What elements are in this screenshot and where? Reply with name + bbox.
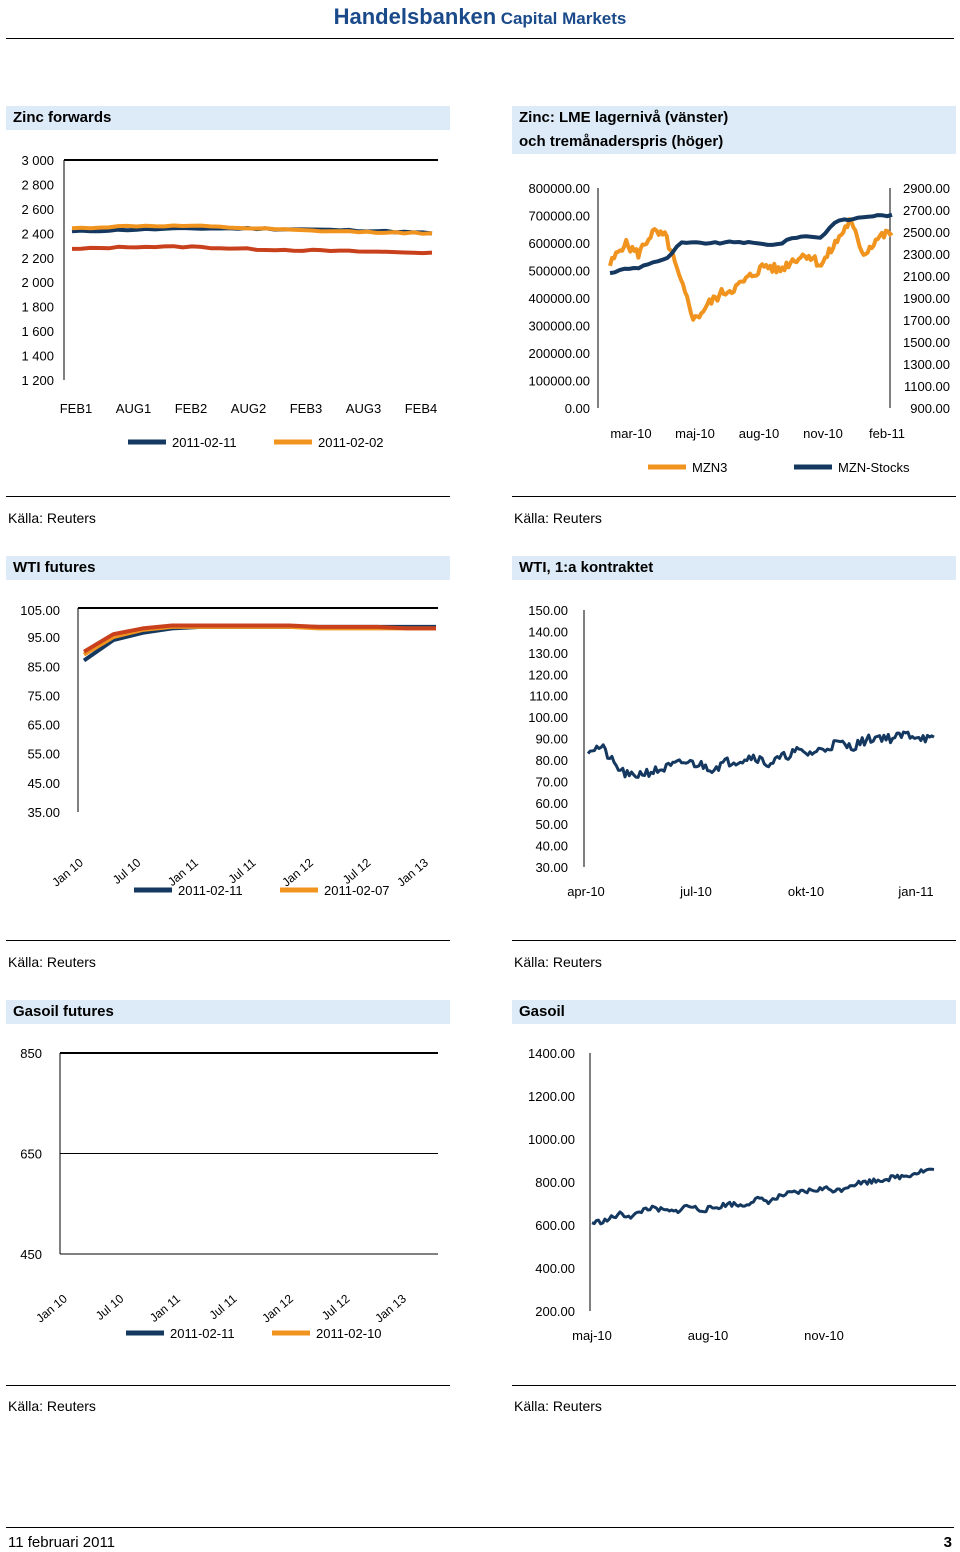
x-tick-label: aug-10 [687,1328,729,1343]
y-tick-label-left: 500000.00 [528,263,590,279]
y-tick-label: 65.00 [27,717,60,733]
x-tick-label: jan-11 [898,884,934,899]
series-line [72,246,432,253]
y-tick-label-right: 1500.00 [903,335,950,350]
legend-label: MZN-Stocks [838,460,910,475]
legend-label: MZN3 [692,460,728,475]
y-tick-label-right: 1100.00 [903,379,950,394]
panel-title-gasoil: Gasoil [512,1000,956,1024]
y-tick-label: 40.00 [535,838,568,854]
y-tick-label-right: 2300.00 [903,247,950,262]
y-tick-label: 2 000 [21,275,54,291]
x-tick-label: Jul 11 [206,1291,240,1323]
x-tick-label: Jan 12 [279,855,316,890]
x-tick-label: nov-10 [804,1328,844,1343]
panel-title-wti-1st: WTI, 1:a kontraktet [512,556,956,580]
x-tick-label: Jul 12 [318,1291,353,1323]
y-tick-label: 1000.00 [528,1132,575,1147]
y-tick-label: 80.00 [535,752,568,768]
y-tick-label: 150.00 [528,603,568,618]
y-tick-label-left: 800000.00 [528,181,590,196]
y-tick-label: 2 400 [21,226,54,242]
legend-label: 2011-02-11 [170,1326,235,1341]
y-tick-label: 650 [20,1146,42,1162]
y-tick-label-right: 2500.00 [903,225,950,240]
y-tick-label: 1400.00 [528,1046,575,1061]
y-tick-label-right: 2900.00 [903,181,950,196]
y-tick-label-left: 0.00 [564,401,590,416]
y-tick-label: 1 600 [21,324,54,340]
y-tick-label: 55.00 [27,746,60,762]
y-tick-label-left: 200000.00 [528,346,590,361]
y-tick-label-right: 1300.00 [903,357,950,372]
y-tick-label: 400.00 [535,1261,575,1276]
series-line-mzn3 [610,219,892,320]
x-tick-label: Jan 10 [33,1291,70,1326]
y-tick-label: 75.00 [27,688,60,704]
x-tick-label: maj-10 [572,1328,612,1343]
y-tick-label: 45.00 [27,775,60,791]
x-tick-label: FEB2 [174,401,208,416]
source-gasoil-futures: Källa: Reuters [8,1398,96,1414]
legend-label: 2011-02-11 [178,883,243,898]
footer-rule [6,1527,954,1528]
page-number: 3 [943,1534,952,1551]
panel-title-wti-futures: WTI futures [6,556,450,580]
x-tick-label: Jul 11 [225,855,259,887]
y-tick-label: 140.00 [528,624,568,640]
x-tick-label: jul-10 [680,884,712,899]
brand-sub: Capital Markets [500,9,627,28]
x-tick-label: okt-10 [787,884,825,899]
source-zinc-forwards: Källa: Reuters [8,510,96,526]
x-tick-label: FEB3 [289,401,323,416]
y-tick-label: 95.00 [27,630,60,646]
x-tick-label: feb-11 [869,426,905,441]
legend-label: 2011-02-11 [172,435,237,450]
x-tick-label: Jan 13 [394,855,431,890]
x-tick-label: Jul 12 [339,855,374,887]
x-tick-label: Jan 11 [165,855,201,889]
title-line-2: och tremånaderspris (höger) [519,133,724,150]
x-tick-label: apr-10 [567,884,605,899]
y-tick-label: 2 800 [21,177,54,193]
x-tick-label: Jul 10 [109,855,144,887]
y-tick-label: 90.00 [535,731,568,747]
y-tick-label: 600.00 [535,1218,575,1233]
source-gasoil: Källa: Reuters [514,1398,602,1414]
y-tick-label-left: 100000.00 [528,373,590,389]
x-tick-label: Jan 10 [49,855,86,890]
panel-title-gasoil-futures: Gasoil futures [6,1000,450,1024]
y-tick-label-right: 2100.00 [903,269,950,284]
footer-date: 11 februari 2011 [8,1534,116,1551]
legend-label: 2011-02-02 [318,435,384,450]
y-tick-label: 850 [20,1046,42,1061]
x-tick-label: AUG1 [115,401,152,416]
x-tick-label: Jan 13 [372,1291,409,1326]
y-tick-label: 800.00 [535,1175,575,1190]
y-tick-label: 50.00 [535,817,568,833]
x-tick-label: Jan 12 [259,1291,296,1326]
x-tick-label: Jul 10 [92,1291,127,1323]
x-tick-label: AUG3 [345,401,382,416]
y-tick-label: 60.00 [535,795,568,811]
y-tick-label: 35.00 [27,805,60,820]
brand-name: Handelsbanken [333,4,497,29]
y-tick-label: 2 200 [21,250,54,266]
y-tick-label: 110.00 [529,688,568,704]
y-tick-label: 70.00 [535,774,568,790]
y-tick-label: 1 200 [21,373,54,388]
y-tick-label-right: 1900.00 [903,291,950,306]
y-tick-label: 2 600 [21,201,54,217]
x-tick-label: AUG2 [230,401,267,416]
legend-label: 2011-02-07 [324,883,390,898]
series-line [592,1169,934,1224]
y-tick-label: 1200.00 [528,1089,575,1104]
y-tick-label: 200.00 [535,1304,575,1319]
legend-label: 2011-02-10 [316,1326,382,1341]
panel-title-zinc-forwards: Zinc forwards [6,106,450,130]
y-tick-label: 120.00 [528,667,568,683]
x-tick-label: Jan 11 [147,1291,183,1325]
y-tick-label: 130.00 [528,645,568,661]
y-tick-label-left: 400000.00 [528,291,590,306]
y-tick-label: 105.00 [20,603,60,618]
y-tick-label-left: 300000.00 [528,318,590,334]
y-tick-label: 450 [20,1247,42,1262]
x-tick-label: mar-10 [610,426,652,441]
source-wti-1st: Källa: Reuters [514,954,602,970]
y-tick-label: 100.00 [528,710,568,726]
x-tick-label: aug-10 [738,426,780,441]
source-wti-futures: Källa: Reuters [8,954,96,970]
y-tick-label: 30.00 [535,860,568,875]
x-tick-label: maj-10 [675,426,715,441]
y-tick-label-right: 2700.00 [903,203,950,218]
y-tick-label: 85.00 [27,659,60,675]
source-zinc-lme: Källa: Reuters [514,510,602,526]
x-tick-label: FEB4 [404,401,438,416]
y-tick-label-left: 600000.00 [528,236,590,251]
title-line-1: Zinc: LME lagernivå (vänster) [519,109,729,126]
series-line [588,732,934,777]
y-tick-label: 1 800 [21,299,54,315]
y-tick-label-right: 1700.00 [903,313,950,328]
y-tick-label: 3 000 [21,153,54,168]
y-tick-label-right: 900.00 [910,401,950,416]
y-tick-label-left: 700000.00 [528,208,590,224]
x-tick-label: FEB1 [59,401,93,416]
y-tick-label: 1 400 [21,348,54,364]
x-tick-label: nov-10 [803,426,843,441]
